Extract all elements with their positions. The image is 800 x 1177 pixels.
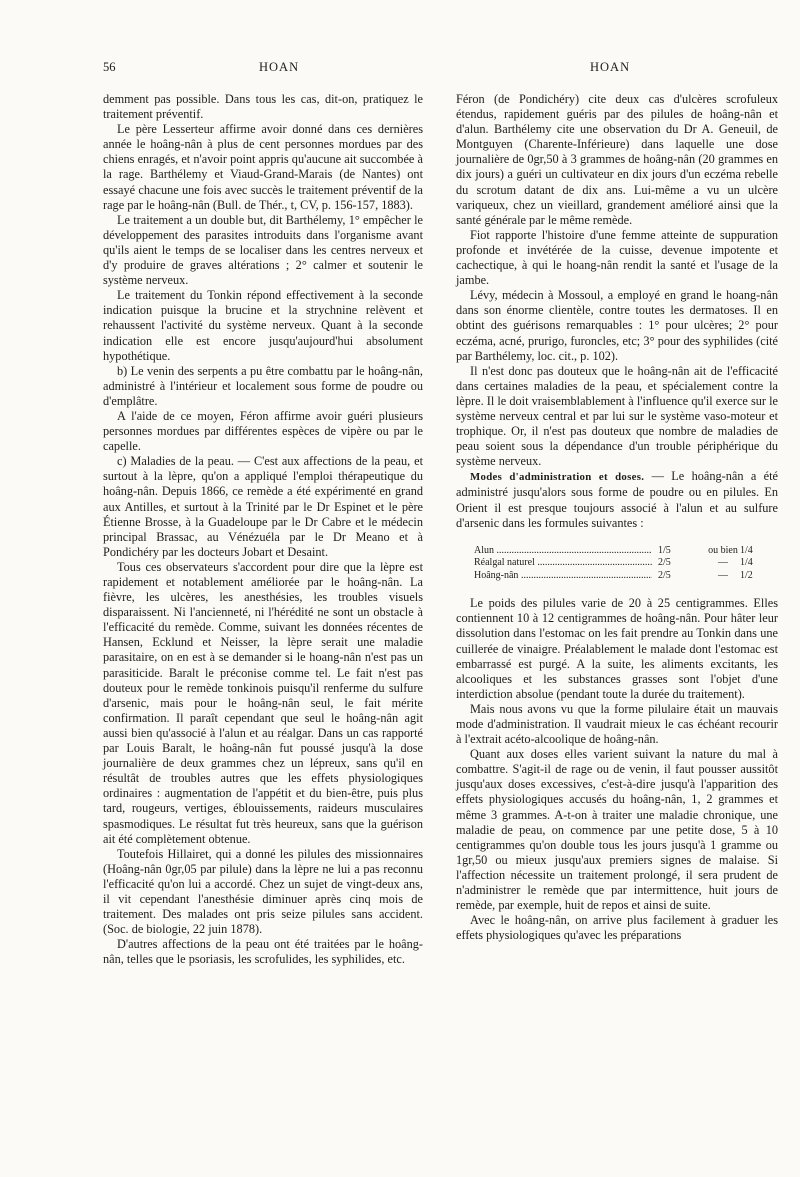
running-head-left: HOAN xyxy=(259,60,300,74)
paragraph: Quant aux doses elles varient suivant la nature du mal à combattre. S'agit-il de rage ou de venin, il faut pousser aussitôt jusqu'aux doses excessives, c'est-à-dire jusqu'à l'apparition des effets physiologiques accusés du hoâng-nân, 1, 2 grammes et même 3 grammes. A-t-on à traiter une maladie chronique, une maladie de peau, on commence par une petite dose, 5 à 10 centigrammes qu'on double tous les jours jusqu'à 1 gramme ou 1gr,50 ou mieux jusqu'aux premiers signes de malaise. Si l'affection nécessite un traitement prolongé, il sera prudent de n'administrer le remède que par intermittence, huit jours de remède, par exemple, huit de repos et ainsi de suite. xyxy=(456,747,778,913)
formula-row xyxy=(474,545,766,558)
section-heading: Modes d'administration et doses. xyxy=(470,471,645,484)
paragraph: Avec le hoâng-nân, on arrive plus facilement à graduer les effets physiologiques qu'avec les préparations xyxy=(456,913,778,943)
formula-ingredient: Hoâng-nân ..... xyxy=(474,570,652,583)
formula-alt-proportion: 1/2 xyxy=(740,569,753,581)
formula-proportion: 2/5 xyxy=(658,569,671,581)
paragraph: Tous ces observateurs s'accordent pour dire que la lèpre est rapidement et notablement améliorée par le hoâng-nân. La fièvre, les ulcères, les anesthésies, les troubles visuels disparaissent. Ni l'ancienneté, ni l'hérédité ne sont un obstacle à l'efficacité du remède. Comme, suivant les données récentes de Hansen, Ecklund et Neisser, la lèpre serait une maladie parasitaire, on en est à se demander si le hoang-nân n'est pas un parasiticide. Baralt le préconise comme tel. Le fait n'est pas douteux pour le remède tonkinois puisqu'il renferme du sulfure d'arsenic, mais pour le hoâng-nân seul, le fait mérite confirmation. Il paraît cependant que seul le hoâng-nân agit aussi bien qu'associé à l'alun et au réalgar. Dans un cas rapporté par Louis Baralt, le hoâng-nân fut poussé jusqu'à la dose journalière de deux grammes chez un lépreux, sans qu'il en résultât de troubles autres que les effets physiologiques ordinaires : augmentation de l'appétit et du bien-être, puis plus tard, rougeurs, vertiges, éblouissements, raideurs musculaires spasmodiques. Le résultat fut très heureux, sans que la guérison ait été complètement obtenue. xyxy=(103,559,423,846)
section-text: — Le hoâng-nân a été administré jusqu'alors sous forme de poudre ou en pilules. En Orient il est presque toujours associé à l'alun et au sulfure d'arsenic dans les formules suivantes : xyxy=(456,469,778,530)
paragraph: b) Le venin des serpents a pu être combattu par le hoâng-nân, administré à l'intérieur et localement sous forme de poudre ou d'emplâtre. xyxy=(103,363,423,408)
paragraph: D'autres affections de la peau ont été traitées par le hoâng-nân, telles que le psoriasis, les scrofulides, les syphilides, etc. xyxy=(103,937,423,967)
formula-proportion: 2/5 xyxy=(658,557,671,569)
paragraph: Toutefois Hillairet, qui a donné les pilules des missionnaires (Hoâng-nân 0gr,05 par pilule) dans la lèpre ne lui a pas reconnu l'efficacité qu'on lui a accordé. Chez un sujet de vingt-deux ans, il vit cependant l'anesthésie diminuer après cinq mois de traitement. Des malades ont pris seize pilules sans accident. (Soc. de biologie, 22 juin 1878). xyxy=(103,846,423,937)
section-paragraph xyxy=(456,469,778,530)
page-header xyxy=(103,60,757,80)
formula-ingredient: Alun ..... xyxy=(474,545,652,558)
formula-table xyxy=(474,545,766,583)
formula-separator: ou bien xyxy=(708,544,738,556)
right-column xyxy=(456,92,778,943)
paragraph: Mais nous avons vu que la forme pilulaire était un mauvais mode d'administration. Il vaudrait mieux le cas échéant recourir à l'extrait acéto-alcoolique de hoâng-nân. xyxy=(456,701,778,747)
left-column xyxy=(103,92,423,967)
formula-row xyxy=(474,570,766,583)
formula-proportion: 1/5 xyxy=(658,544,671,556)
paragraph: Il n'est donc pas douteux que le hoâng-nân ait de l'efficacité dans certaines maladies de la peau, et spécialement contre la lèpre. Il le doit vraisemblablement à l'influence qu'il exerce sur le système nerveux central et par lui sur le système vaso-moteur et trophique. Or, il n'est pas douteux que nombre de maladies de peau soient sous la dépendance d'un trouble périphérique du système nerveux. xyxy=(456,363,778,469)
paragraph: demment pas possible. Dans tous les cas, dit-on, pratiquez le traitement préventif. xyxy=(103,92,423,122)
formula-row xyxy=(474,557,766,570)
formula-alt-proportion: 1/4 xyxy=(740,544,753,556)
paragraph: Lévy, médecin à Mossoul, a employé en grand le hoang-nân dans son énorme clientèle, contre toutes les dermatoses. Il en obtint des guérisons remarquables : 1° pour ulcères; 2° pour eczéma, acné, prurigo, furoncles, etc; 3° pour des syphilides (cité par Barthélemy, loc. cit., p. 102). xyxy=(456,288,778,363)
formula-alt-proportion: 1/4 xyxy=(740,557,753,569)
running-head-right: HOAN xyxy=(590,60,631,74)
paragraph: Le père Lesserteur affirme avoir donné dans ces dernières année le hoâng-nân à plus de cent personnes mordues par des chiens enragés, et n'avoir point appris qu'aucune ait succombée à la rage. Barthélemy et Viaud-Grand-Marais (de Nantes) ont essayé chacune une fois avec succès le traitement préventif de la rage par le hoâng-nân (Bull. de Thér., t, CV, p. 156-157, 1883). xyxy=(103,122,423,212)
paragraph: A l'aide de ce moyen, Féron affirme avoir guéri plusieurs personnes mordues par différentes espèces de vipère ou par le capelle. xyxy=(103,408,423,454)
paragraph: c) Maladies de la peau. — C'est aux affections de la peau, et surtout à la lèpre, qu'on a appliqué l'emploi thérapeutique du hoâng-nân. Depuis 1866, ce remède a été expérimenté en grand aux Antilles, et surtout à la Trinité par le Dr Espinet et le père Étienne Brosse, à la Guadeloupe par le Dr Cabre et le médecin principal Brassac, au Vénézuéla par le Dr Meano et à Pondichéry par les docteurs Jobart et Desaint. xyxy=(103,454,423,559)
formula-separator: — xyxy=(718,557,728,569)
page-number: 56 xyxy=(103,60,116,74)
formula-separator: — xyxy=(718,569,728,581)
paragraph: Féron (de Pondichéry) cite deux cas d'ulcères scrofuleux étendus, rapidement guéris par des pilules de hoâng-nân et d'alun. Barthélemy cite une observation du Dr A. Geneuil, de Montguyen (Charente-Inférieure) dans laquelle une dose journalière de 0gr,50 à 3 grammes de hoâng-nân (20 grammes en dix jours) a guéri un cultivateur en dix jours d'un eczéma rebelle du scrotum datant de dix ans. Lui-même a vu un ulcère variqueux, chez un vieillard, grandement amélioré ainsi que la santé générale par le même remède. xyxy=(456,92,778,227)
paragraph: Le poids des pilules varie de 20 à 25 centigrammes. Elles contiennent 10 à 12 centigrammes de hoâng-nân. Pour hâter leur dissolution dans l'estomac on les fait prendre au Tonkin dans une cuillerée de vinaigre. Préalablement le malade dont l'estomac est embarrassé est purgé. A la suite, les aliments excitants, les alcooliques et les substances grasses sont l'objet d'une interdiction absolue (pendant toute la durée du traitement). xyxy=(456,596,778,701)
paragraph: Le traitement du Tonkin répond effectivement à la seconde indication puisque la brucine et la strychnine relèvent et rehaussent l'activité du système nerveux. Quant à la seconde indication elle est encore jusqu'aujourd'hui absolument hypothétique. xyxy=(103,288,423,363)
paragraph: Fiot rapporte l'histoire d'une femme atteinte de suppuration profonde et invétérée de la cuisse, devenue impotente et cachectique, à qui le hoang-nân rendit la santé et l'usage de la jambe. xyxy=(456,227,778,288)
formula-ingredient: Réalgal naturel ..... xyxy=(474,557,652,570)
paragraph: Le traitement a un double but, dit Barthélemy, 1° empêcher le développement des parasites introduits dans l'organisme avant qu'ils aient le temps de se localiser dans les centres nerveux et d'y produire de graves altérations ; 2° calmer et soutenir le système nerveux. xyxy=(103,212,423,288)
